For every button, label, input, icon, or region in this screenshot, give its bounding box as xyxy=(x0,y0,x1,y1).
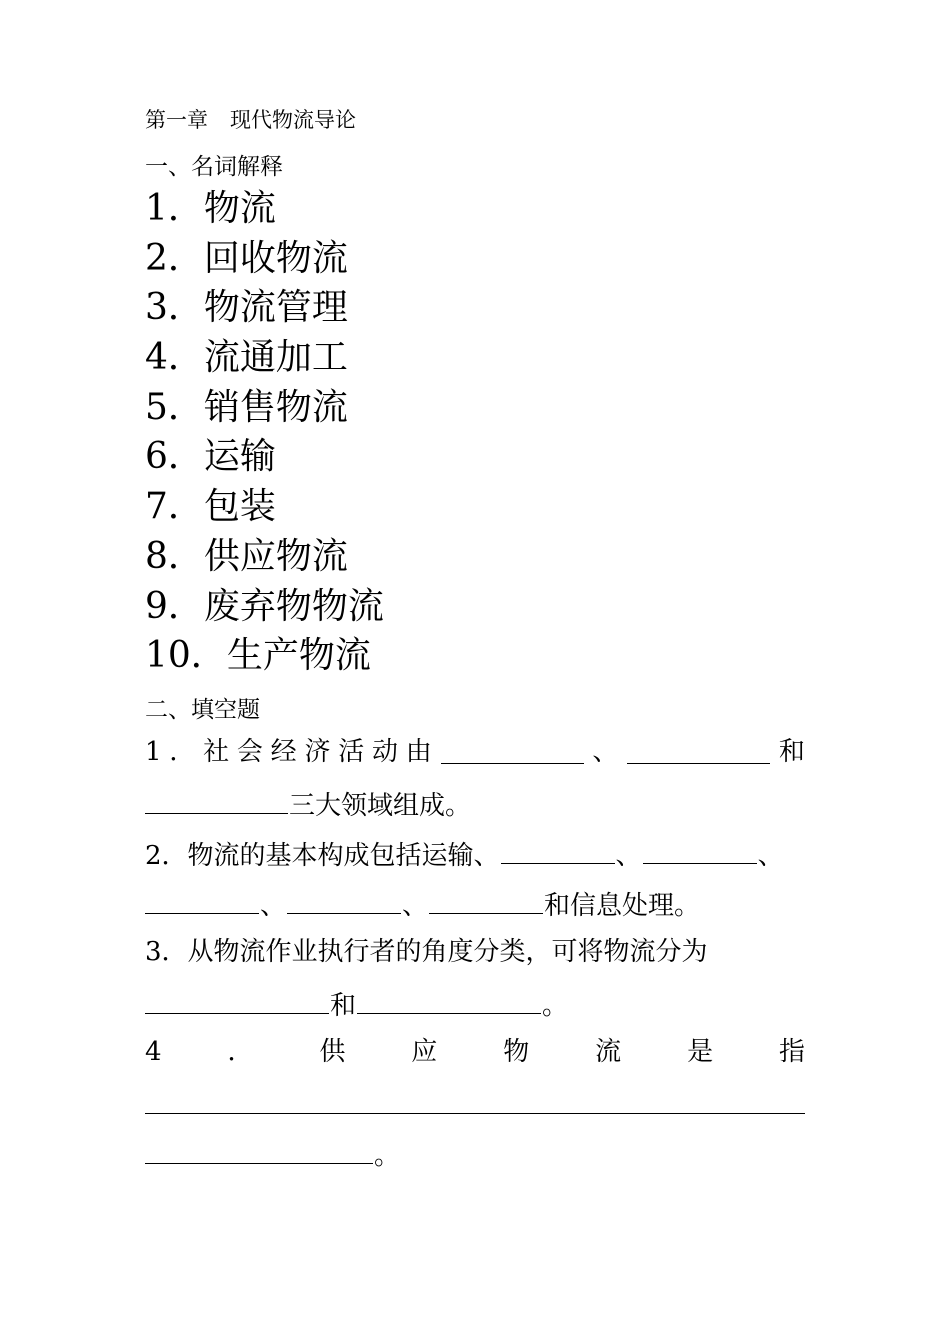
term-number: 9． xyxy=(145,585,204,627)
q1-tail: 三大领域组成。 xyxy=(289,790,472,821)
q1-char: 会 xyxy=(236,736,263,767)
q2-separator: 、 xyxy=(260,890,287,921)
term-number: 7． xyxy=(145,486,204,528)
q3-and: 和 xyxy=(330,990,357,1021)
q4-char: 物 xyxy=(503,1036,530,1067)
q3-end: 。 xyxy=(542,990,569,1021)
q4-char: 指 xyxy=(778,1036,805,1067)
q1-char: 活 xyxy=(338,736,365,767)
q4-end: 。 xyxy=(374,1140,401,1171)
question-1-line-2 xyxy=(145,777,805,827)
term-text: 销售物流 xyxy=(203,386,348,428)
q4-char: 流 xyxy=(595,1036,622,1067)
answer-blank[interactable] xyxy=(429,877,543,914)
q2-separator: 、 xyxy=(402,890,429,921)
q1-char: 社 xyxy=(203,736,230,767)
answer-blank[interactable] xyxy=(145,977,329,1014)
section-heading-terms: 一、名词解释 xyxy=(145,154,283,180)
chapter-name: 现代物流导论 xyxy=(230,108,356,132)
answer-blank[interactable] xyxy=(643,827,757,864)
q1-char: 济 xyxy=(304,736,331,767)
q1-char: 由 xyxy=(405,736,432,767)
q1-and: 和 xyxy=(778,736,805,767)
term-item xyxy=(145,432,805,482)
question-4-line-2 xyxy=(145,1077,805,1127)
answer-blank[interactable] xyxy=(627,727,770,764)
q2-separator: 、 xyxy=(757,840,784,871)
q4-char: 4 xyxy=(145,1036,162,1067)
q4-char: 供 xyxy=(319,1036,346,1067)
question-1-line-1 xyxy=(145,727,805,777)
term-text: 生产物流 xyxy=(226,635,371,677)
term-number: 8． xyxy=(145,535,204,577)
term-item xyxy=(145,383,805,433)
term-number: 5． xyxy=(145,386,204,428)
answer-blank[interactable] xyxy=(145,877,259,914)
section-heading-fill-in: 二、填空题 xyxy=(145,696,260,723)
question-2-line-2 xyxy=(145,877,805,927)
term-text: 流通加工 xyxy=(203,337,348,379)
term-item xyxy=(145,333,805,383)
term-item xyxy=(145,582,805,632)
q1-char: 经 xyxy=(270,736,297,767)
term-text: 回收物流 xyxy=(203,237,348,279)
chapter-title xyxy=(145,104,805,136)
question-3-line-2 xyxy=(145,977,805,1027)
answer-blank[interactable] xyxy=(145,777,288,814)
q4-char: ． xyxy=(227,1036,254,1067)
term-list xyxy=(145,184,805,681)
answer-blank[interactable] xyxy=(145,1077,805,1114)
q2-separator: 、 xyxy=(615,840,642,871)
q3-lead: 3．从物流作业执行者的角度分类，可将物流分为 xyxy=(145,936,708,967)
q2-lead: 2．物流的基本构成包括运输、 xyxy=(145,840,500,871)
term-number: 1． xyxy=(145,188,204,229)
answer-blank[interactable] xyxy=(501,827,615,864)
q4-char: 应 xyxy=(411,1036,438,1067)
question-2-line-1 xyxy=(145,827,805,877)
q1-char: ． xyxy=(169,736,196,767)
fill-in-questions xyxy=(145,727,805,1177)
answer-blank[interactable] xyxy=(287,877,401,914)
term-text: 包装 xyxy=(203,486,276,528)
term-item xyxy=(145,631,805,681)
term-number: 10． xyxy=(145,635,227,677)
term-item xyxy=(145,234,805,284)
chapter-label: 第一章 xyxy=(145,108,208,132)
q1-char: 动 xyxy=(372,736,399,767)
document-page xyxy=(145,104,805,1177)
answer-blank[interactable] xyxy=(441,727,584,764)
q2-tail: 和信息处理。 xyxy=(544,890,701,921)
term-number: 2． xyxy=(145,237,204,279)
term-item xyxy=(145,482,805,532)
answer-blank[interactable] xyxy=(357,977,541,1014)
q1-separator: 、 xyxy=(592,736,619,767)
question-4-line-1 xyxy=(145,1027,805,1077)
term-text: 物流管理 xyxy=(203,287,348,329)
term-text: 供应物流 xyxy=(203,535,348,577)
term-item xyxy=(145,283,805,333)
term-number: 6． xyxy=(145,436,204,478)
term-item xyxy=(145,184,805,234)
term-number: 3． xyxy=(145,287,204,329)
term-item xyxy=(145,532,805,582)
question-3-line-1 xyxy=(145,927,805,977)
q4-char: 是 xyxy=(687,1036,714,1067)
answer-blank[interactable] xyxy=(145,1127,373,1164)
term-text: 废弃物物流 xyxy=(203,585,384,627)
term-number: 4． xyxy=(145,337,204,379)
question-4-line-3 xyxy=(145,1127,805,1177)
term-text: 物流 xyxy=(203,188,276,229)
term-text: 运输 xyxy=(203,436,276,478)
q1-char: 1 xyxy=(145,736,162,767)
